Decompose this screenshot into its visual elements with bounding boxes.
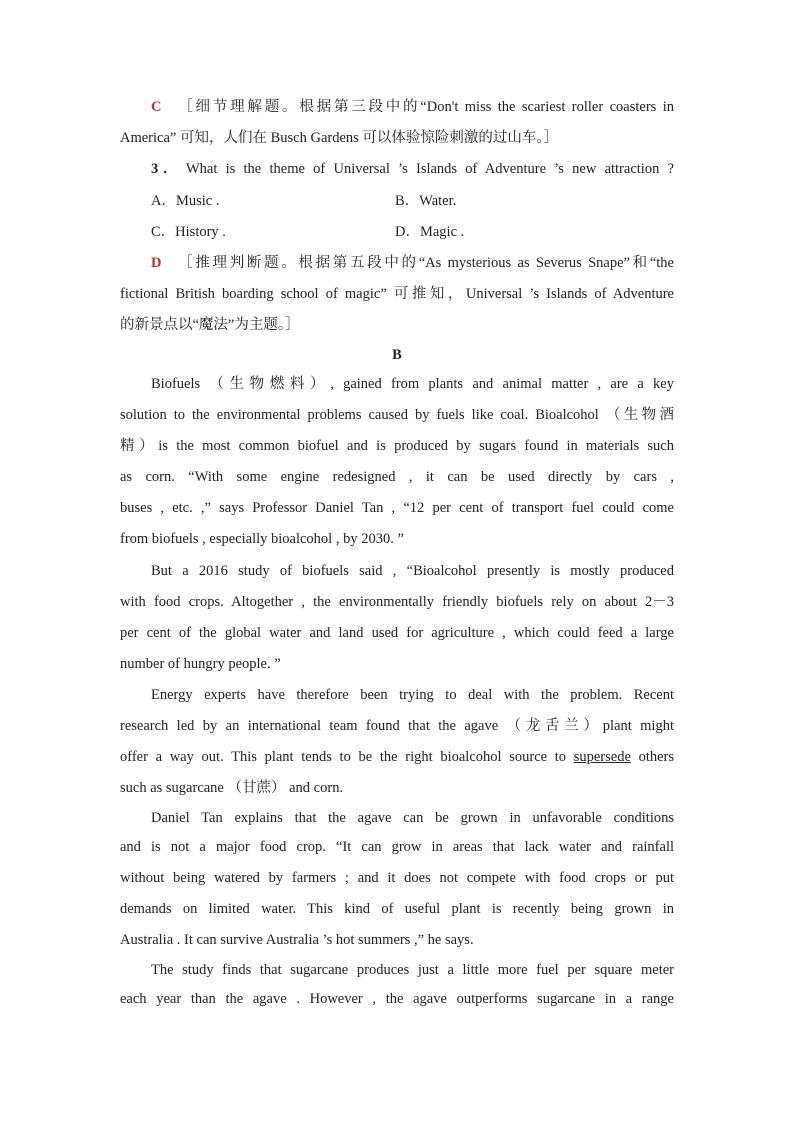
paragraph-3-text: offer a way out. This plant tends to be the right bioalcohol source to [120,749,574,765]
paragraph-3-line: research led by an international team found that the agave （龙舌兰）plant might [120,718,674,734]
paragraph-5-line: The study finds that sugarcane produces just a little more fuel per square meter [151,962,674,978]
answer-d-line-1 [151,253,674,273]
option-a: A．Music . [151,193,220,209]
paragraph-2-line: But a 2016 study of biofuels said , “Bioalcohol presently is mostly produced [151,563,674,579]
underlined-word-supersede: supersede [573,749,631,765]
option-c: C．History . [151,224,226,240]
paragraph-2-line: per cent of the global water and land used for agriculture , which could feed a large [120,625,674,641]
paragraph-4-line: Daniel Tan explains that the agave can be grown in unfavorable conditions [151,810,674,826]
question-3-text: What is the theme of Universal ’s Islands of Adventure ’s new attraction ? [185,161,674,177]
paragraph-2-line: number of hungry people. ” [120,656,281,672]
answer-d-text-1: ［推理判断题。根据第五段中的“As mysterious as Severus Snape”和“the [175,255,674,271]
answer-c-letter: C [151,99,162,115]
answer-c-line-2: America” 可知，人们在 Busch Gardens 可以体验惊险刺激的过山车。］ [120,130,559,146]
paragraph-3-text: others [630,749,675,765]
answer-c-text-1: ［细节理解题。根据第三段中的“Don't miss the scariest roller coasters in [175,99,674,115]
paragraph-3-line: Energy experts have therefore been trying to deal with the problem. Recent [151,687,674,703]
paragraph-4-line: demands on limited water. This kind of useful plant is recently being grown in [120,901,674,917]
answer-d-line-3: 的新景点以“魔法”为主题。］ [120,317,300,333]
question-3-number: 3． [151,161,182,177]
answer-d-letter: D [151,255,162,271]
paragraph-4-line: Australia . It can survive Australia ’s hot summers ,” he says. [120,932,474,948]
paragraph-1-line: buses , etc. ,” says Professor Daniel Tan , “12 per cent of transport fuel could come [120,500,674,516]
paragraph-4-line: and is not a major food crop. “It can grow in areas that lack water and rainfall [120,839,674,855]
answer-d-line-2: fictional British boarding school of magic” 可推知，Universal ’s Islands of Adventure [120,286,674,302]
paragraph-1-line: solution to the environmental problems caused by fuels like coal. Bioalcohol （生物酒 [120,407,674,423]
paragraph-1-line: as corn. “With some engine redesigned , it can be used directly by cars , [120,469,674,485]
paragraph-2-line: with food crops. Altogether , the environmentally friendly biofuels rely on about 2－3 [120,594,674,610]
paragraph-4-line: without being watered by farmers ; and it does not compete with food crops or put [120,870,674,886]
option-b: B．Water. [395,193,457,209]
paragraph-3-line [120,747,674,767]
paragraph-3-line: such as sugarcane （甘蔗） and corn. [120,780,344,796]
question-3 [151,159,674,179]
option-d: D．Magic . [395,224,465,240]
answer-c-line-1 [151,97,674,117]
paragraph-1-line: 精）is the most common biofuel and is produced by sugars found in materials such [120,438,674,454]
paragraph-5-line: each year than the agave . However , the agave outperforms sugarcane in a range [120,991,674,1007]
paragraph-1-line: Biofuels （生物燃料）, gained from plants and animal matter , are a key [151,376,674,392]
paragraph-1-line: from biofuels , especially bioalcohol , by 2030. ” [120,531,404,547]
section-heading: B [392,347,402,363]
